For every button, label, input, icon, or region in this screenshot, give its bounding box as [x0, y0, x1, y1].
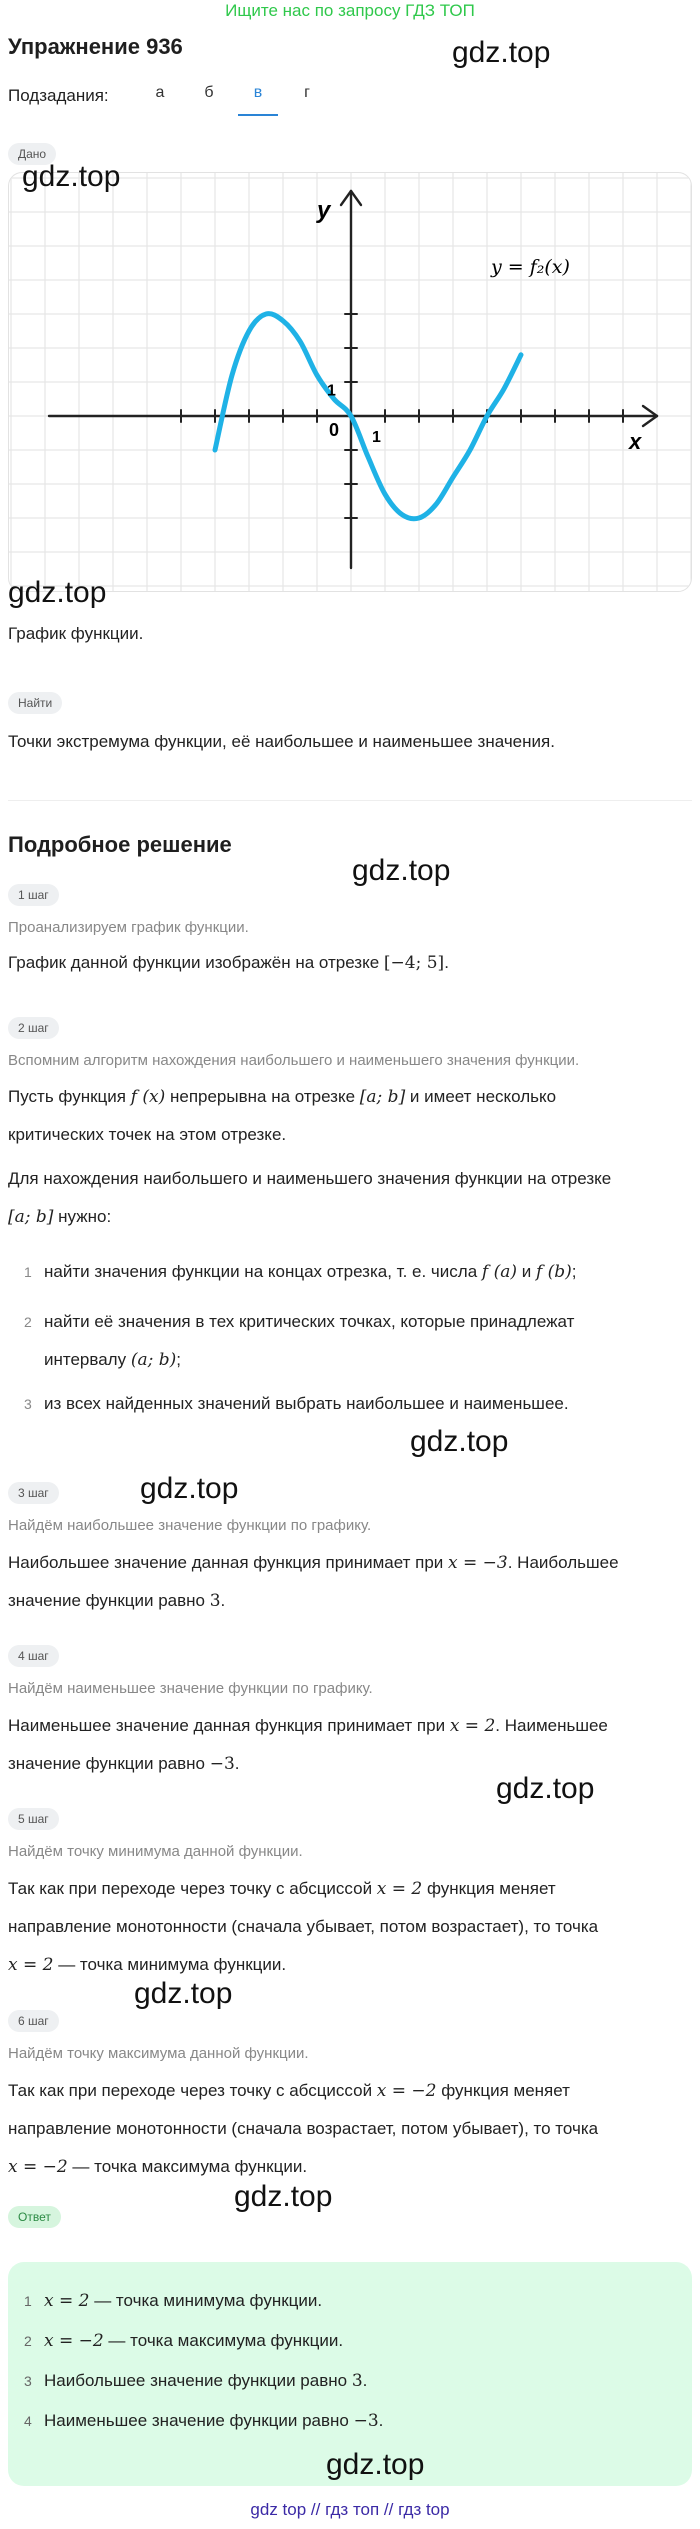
list-text	[44, 2282, 684, 2320]
watermark: gdz.top	[496, 1772, 595, 1805]
text-run: .	[234, 1754, 240, 1773]
math-segment: 3	[351, 2371, 363, 2391]
list-text	[44, 2402, 684, 2440]
text-run: — точка минимума функции.	[53, 1955, 287, 1974]
solution-heading: Подробное решение	[8, 832, 232, 857]
text-run: интервалу	[44, 1350, 131, 1369]
step-6-text	[8, 2072, 692, 2186]
axes	[49, 191, 657, 568]
math-segment: x = 2	[449, 1716, 496, 1736]
math-segment: −3	[209, 1754, 235, 1774]
search-banner[interactable]: Ищите нас по запросу ГДЗ ТОП	[225, 1, 475, 20]
footer-links[interactable]: gdz top // гдз топ // гдз top	[250, 2500, 450, 2519]
watermark: gdz.top	[410, 1425, 509, 1458]
text-run: направление монотонности (сначала убывает, потом возрастает), то точка	[8, 1917, 599, 1936]
watermark: gdz.top	[140, 1472, 239, 1505]
x-tick-label: 1	[372, 429, 381, 446]
list-text	[44, 2362, 684, 2400]
y-axis-arrow	[341, 191, 351, 205]
subtask-tab-b[interactable]: б	[204, 84, 214, 101]
list-number: 3	[24, 2373, 32, 2389]
step-3-chip: 3 шаг	[8, 1482, 59, 1504]
list-text	[44, 2322, 684, 2360]
math-segment: x = −3	[448, 1553, 508, 1573]
step-5-chip: 5 шаг	[8, 1808, 59, 1830]
text-run: функция меняет	[422, 1879, 556, 1898]
text-run: — точка максимума функции.	[67, 2157, 308, 2176]
text-run: непрерывна на отрезке	[165, 1087, 360, 1106]
text-run: . Наибольшее	[507, 1553, 619, 1572]
list-number: 2	[24, 2333, 32, 2349]
page-title: Упражнение 936	[8, 34, 183, 59]
text-run: Так как при переходе через точку с абсциссой	[8, 1879, 377, 1898]
watermark: gdz.top	[134, 1977, 233, 2010]
text-run: критических точек на этом отрезке.	[8, 1125, 287, 1144]
math-segment: [a; b]	[359, 1087, 406, 1107]
find-text: Точки экстремума функции, её наибольшее и наименьшее значения.	[8, 732, 555, 751]
text-run: Пусть функция	[8, 1087, 131, 1106]
watermark: gdz.top	[352, 854, 451, 887]
watermark: gdz.top	[22, 160, 121, 193]
step-5-hint: Найдём точку минимума данной функции.	[8, 1843, 303, 1860]
text-run: .	[362, 2371, 368, 2390]
math-segment: x = 2	[376, 1879, 423, 1899]
text-run: ;	[176, 1350, 181, 1369]
text-run: значение функции равно	[8, 1591, 210, 1610]
math-segment: (a; b)	[130, 1350, 177, 1370]
divider	[8, 800, 692, 801]
step-3-hint: Найдём наибольшее значение функции по графику.	[8, 1517, 372, 1534]
x-axis-arrow	[643, 406, 657, 416]
step-6-chip: 6 шаг	[8, 2010, 59, 2032]
step-5-text	[8, 1870, 692, 1984]
y-axis-label: y	[317, 197, 331, 224]
text-run: — точка максимума функции.	[103, 2331, 344, 2350]
list-number: 4	[24, 2413, 32, 2429]
text-run: функция меняет	[436, 2081, 570, 2100]
text-run: значение функции равно	[8, 1754, 210, 1773]
step-2-paragraph-2	[8, 1160, 692, 1236]
step-1-text	[8, 944, 692, 982]
text-run: .	[378, 2411, 384, 2430]
text-run: .	[220, 1591, 226, 1610]
step-6-hint: Найдём точку максимума данной функции.	[8, 2045, 309, 2062]
text-run: ;	[571, 1262, 577, 1281]
text-run: — точка минимума функции.	[89, 2291, 323, 2310]
text-run: Наибольшее значение функции равно	[44, 2371, 352, 2390]
subtask-tab-v[interactable]: в	[238, 84, 278, 102]
text-run: найти её значения в тех критических точках, которые принадлежат	[44, 1312, 575, 1331]
watermark: gdz.top	[452, 36, 551, 69]
math-segment: x = −2	[376, 2081, 437, 2101]
subtask-tab-g[interactable]: г	[304, 84, 310, 101]
text-run: Наибольшее значение данная функция принимает при	[8, 1553, 449, 1572]
step-1-hint: Проанализируем график функции.	[8, 919, 249, 936]
list-text: из всех найденных значений выбрать наибольшее и наименьшее.	[44, 1394, 569, 1413]
math-segment: [a; b]	[8, 1207, 54, 1227]
list-number: 3	[24, 1396, 32, 1412]
math-segment: x = −2	[8, 2157, 68, 2177]
math-segment: x = 2	[8, 1955, 54, 1975]
math-segment: f (a)	[481, 1262, 517, 1282]
y-axis-arrow	[351, 191, 361, 205]
list-number: 2	[24, 1314, 32, 1330]
text-run: . Наименьшее	[495, 1716, 608, 1735]
math-segment: f (b)	[535, 1262, 572, 1282]
text-run: .	[444, 953, 449, 972]
given-text: График функции.	[8, 624, 144, 643]
text-run: График данной функции изображён на отрезке	[8, 953, 384, 972]
subtasks-bar	[8, 78, 692, 116]
text-run: направление монотонности (сначала возрастает, потом убывает), то точка	[8, 2119, 599, 2138]
text-run: Для нахождения наибольшего и наименьшего значения функции на отрезке	[8, 1169, 612, 1188]
given-chip: Дано	[8, 143, 56, 165]
text-run: Так как при переходе через точку с абсциссой	[8, 2081, 377, 2100]
step-3-text	[8, 1544, 692, 1620]
x-axis-label: x	[629, 429, 642, 454]
step-4-chip: 4 шаг	[8, 1645, 59, 1667]
watermark: gdz.top	[8, 576, 107, 609]
step-2-paragraph-1	[8, 1078, 692, 1154]
function-label: y = f₂(x)	[491, 256, 570, 278]
y-tick-label: 1	[327, 382, 336, 400]
watermark: gdz.top	[326, 2448, 425, 2481]
math-segment: 3	[209, 1591, 221, 1611]
list-number: 1	[24, 2293, 32, 2309]
text-run: Наименьшее значение функции равно	[44, 2411, 354, 2430]
function-graph	[8, 172, 692, 592]
text-run: Наименьшее значение данная функция принимает при	[8, 1716, 450, 1735]
list-number: 1	[24, 1264, 32, 1280]
text-run: и имеет несколько	[405, 1087, 557, 1106]
x-axis-arrow	[643, 416, 657, 426]
watermark: gdz.top	[234, 2180, 333, 2213]
list-text	[44, 1303, 684, 1379]
step-2-chip: 2 шаг	[8, 1017, 59, 1039]
math-segment: f (x)	[130, 1087, 166, 1107]
origin-label: 0	[329, 420, 340, 440]
step-2-hint: Вспомним алгоритм нахождения наибольшего и наименьшего значения функции.	[8, 1052, 580, 1069]
math-segment: x = −2	[44, 2331, 104, 2351]
math-segment: x = 2	[44, 2291, 90, 2311]
subtask-tab-a[interactable]: а	[155, 84, 165, 101]
text-run: нужно:	[53, 1207, 112, 1226]
text-run: найти значения функции на концах отрезка, т. е. числа	[44, 1262, 482, 1281]
graph-svg	[9, 173, 692, 592]
step-4-hint: Найдём наименьшее значение функции по графику.	[8, 1680, 373, 1697]
text-run: и	[516, 1262, 536, 1281]
answer-chip: Ответ	[8, 2206, 61, 2228]
find-chip: Найти	[8, 692, 62, 714]
math-segment: [−4; 5]	[383, 953, 445, 973]
math-segment: −3	[353, 2411, 379, 2431]
step-1-chip: 1 шаг	[8, 884, 59, 906]
list-text	[44, 1253, 684, 1291]
subtasks-label: Подзадания:	[8, 86, 109, 105]
